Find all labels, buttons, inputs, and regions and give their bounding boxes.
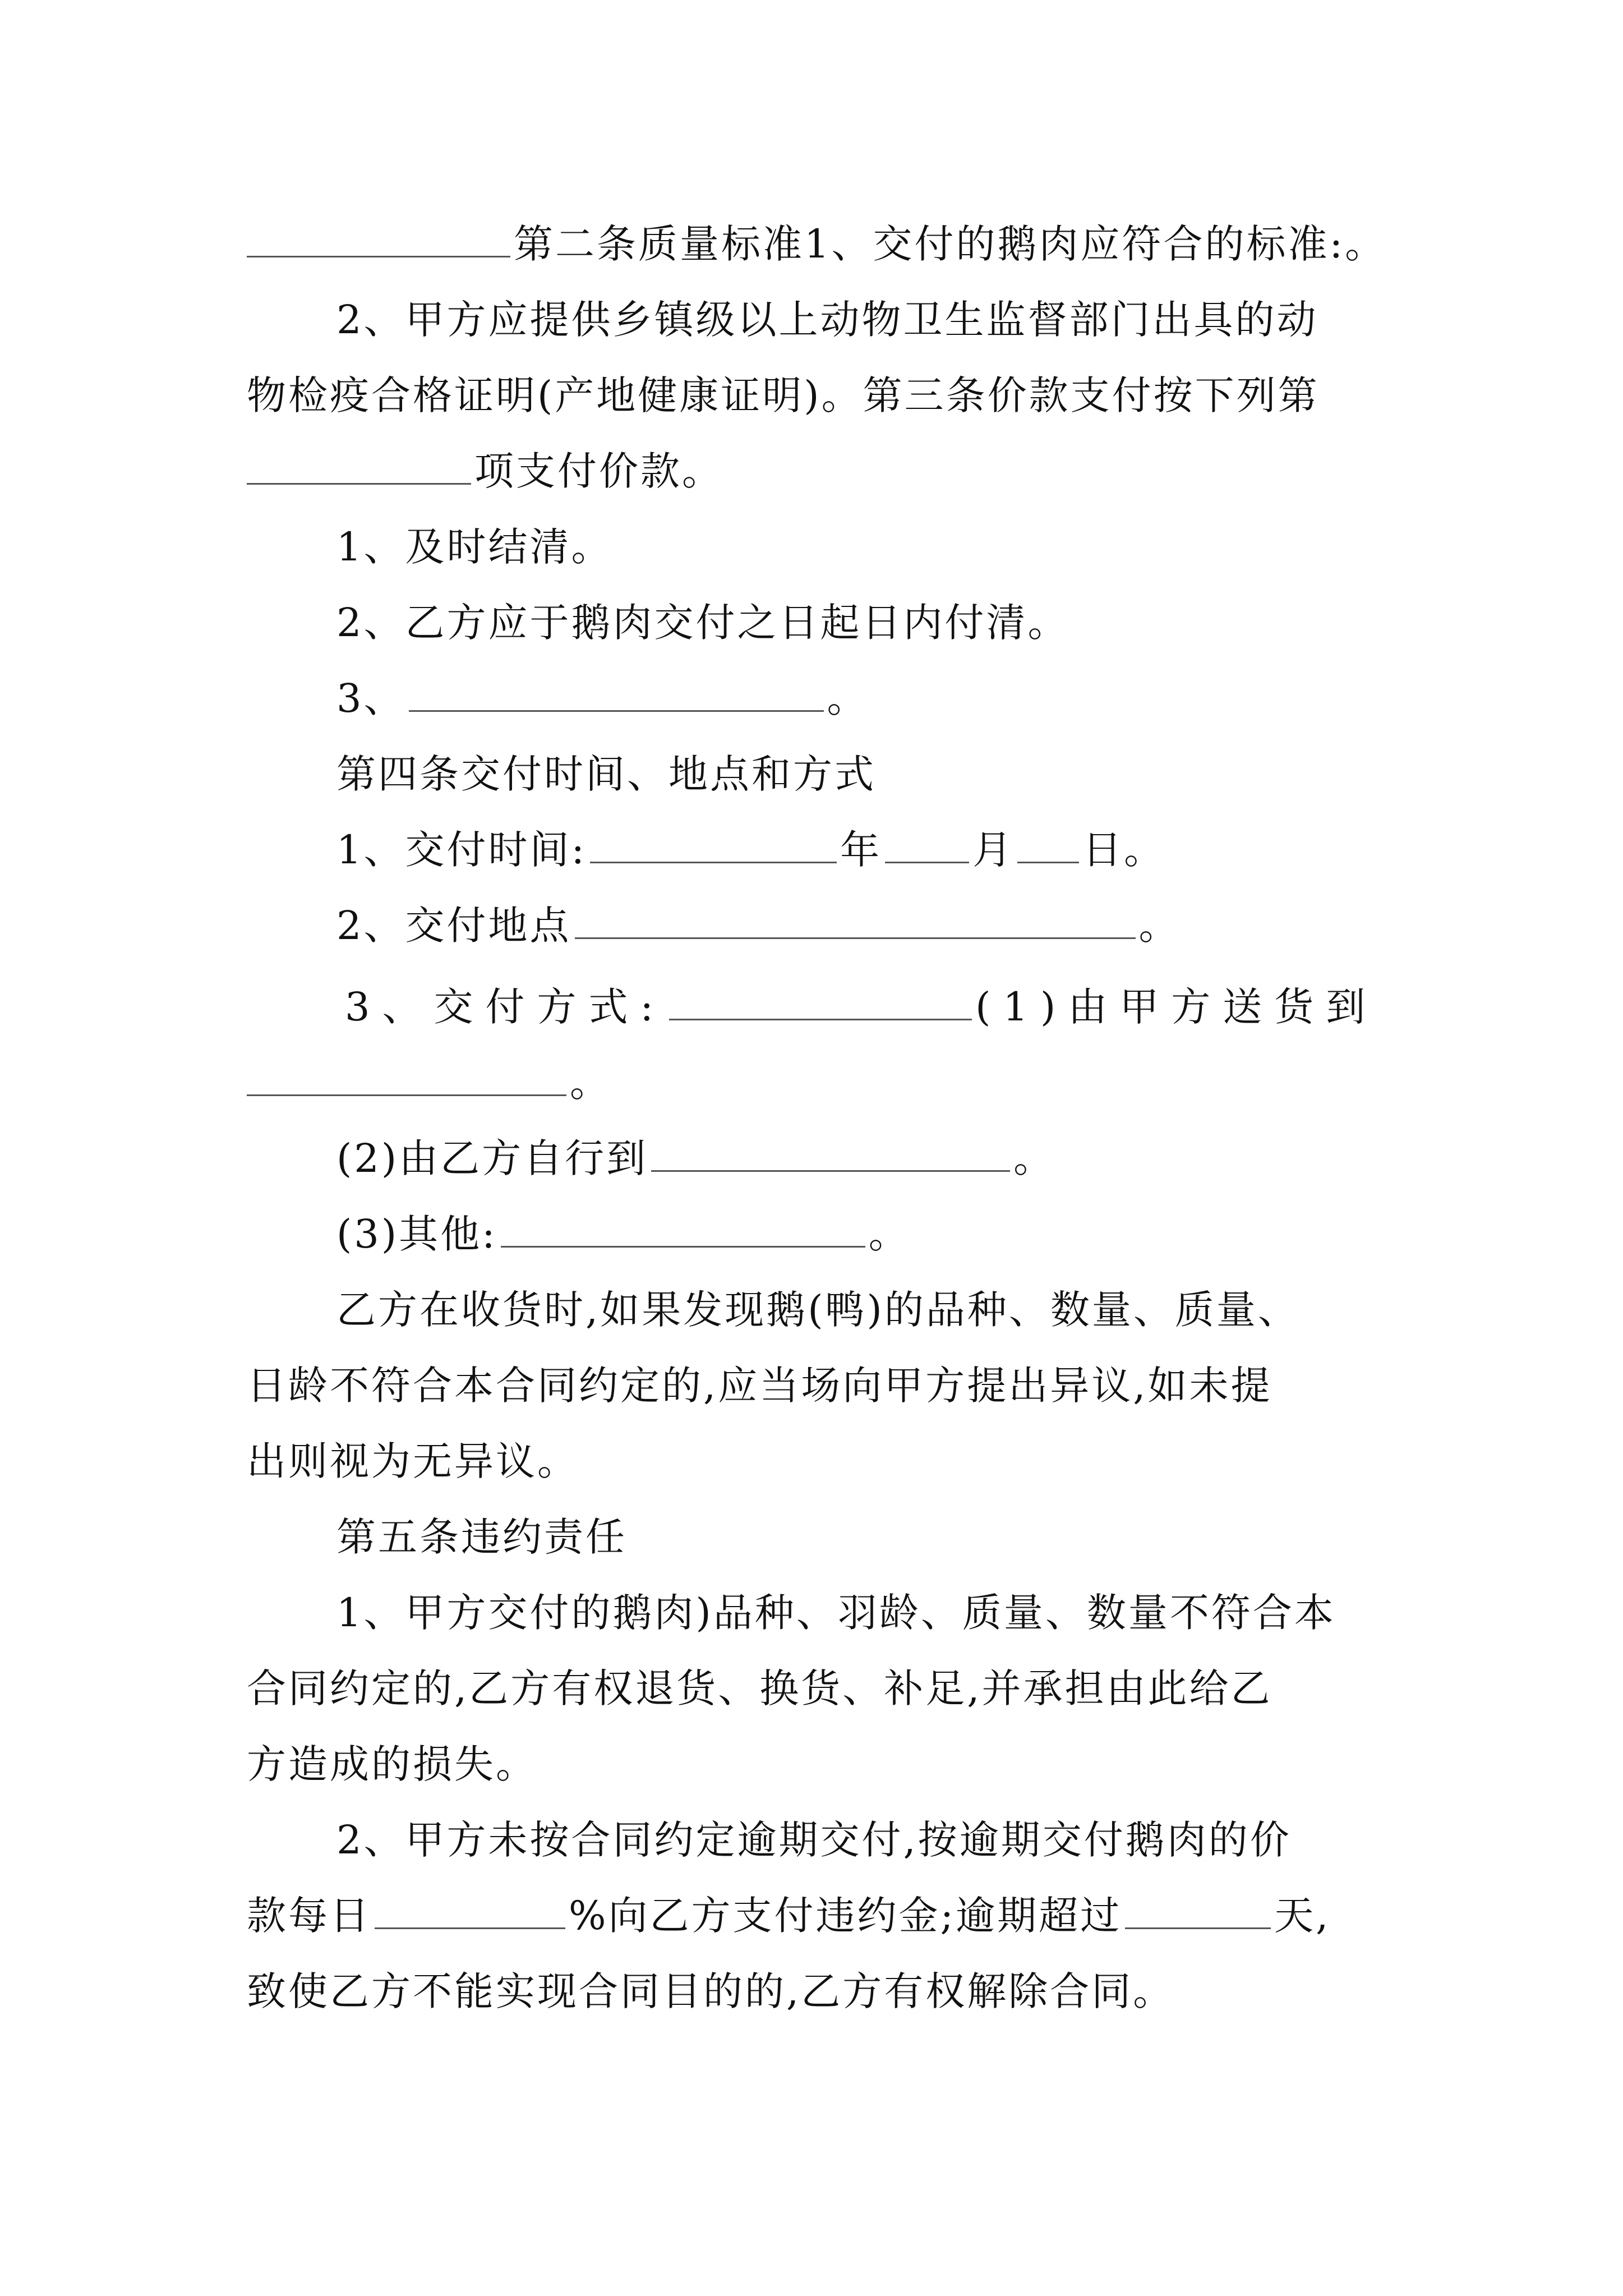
line-liability-2b: 款每日 %向乙方支付违约金;逾期超过 天, [247, 1893, 1331, 1939]
blank-month[interactable] [885, 831, 969, 863]
line-liability-1a: 1、甲方交付的鹅肉)品种、羽龄、质量、数量不符合本 [336, 1590, 1336, 1636]
line-liability-2a: 2、甲方未按合同约定逾期交付,按逾期交付鹅肉的价 [336, 1817, 1292, 1863]
blank-percent[interactable] [375, 1897, 565, 1929]
blank-field[interactable] [247, 226, 510, 257]
line-payment-option: 项支付价款。 [247, 452, 723, 491]
blank-field[interactable] [651, 1140, 1010, 1172]
line-settle-days: 2、乙方应于鹅肉交付之日起日内付清。 [336, 600, 1069, 646]
line-liability-1b: 合同约定的,乙方有权退货、换货、补足,并承担由此给乙 [247, 1665, 1272, 1711]
line-delivery-destination: 。 [247, 1063, 611, 1102]
line-inspection-2: 日龄不符合本合同约定的,应当场向甲方提出异议,如未提 [247, 1363, 1272, 1409]
line-delivery-time: 1、交付时间: 年 月 日。 [336, 827, 1166, 873]
line-inspection-3: 出则视为无异议。 [247, 1438, 579, 1484]
line-other-method: (3)其他: 。 [336, 1211, 910, 1257]
blank-field[interactable] [501, 1216, 865, 1248]
section-title-liability: 第五条违约责任 [336, 1514, 627, 1560]
line-delivery-place: 2、交付地点 。 [336, 903, 1181, 949]
blank-field[interactable] [669, 988, 972, 1020]
line-liability-1c: 方造成的损失。 [247, 1741, 537, 1787]
line-quarantine-cert: 2、甲方应提供乡镇级以上动物卫生监督部门出具的动 [336, 297, 1318, 343]
blank-field[interactable] [575, 907, 1136, 939]
blank-field[interactable] [247, 1064, 566, 1096]
line-quality-standard: 第二条质量标准1、交付的鹅肉应符合的标准:。 [247, 224, 1386, 264]
line-self-pickup: (2)由乙方自行到 。 [336, 1135, 1055, 1181]
line-inspection-1: 乙方在收货时,如果发现鹅(鸭)的品种、数量、质量、 [336, 1287, 1299, 1333]
line-payment-other: 3、 。 [336, 675, 869, 721]
blank-days[interactable] [1125, 1897, 1271, 1929]
blank-field[interactable] [409, 680, 824, 712]
blank-day[interactable] [1017, 831, 1079, 863]
section-title-delivery: 第四条交付时间、地点和方式 [336, 751, 876, 797]
line-settle-now: 1、及时结清。 [336, 524, 613, 570]
line-liability-2c: 致使乙方不能实现合同目的的,乙方有权解除合同。 [247, 1968, 1175, 2014]
line-payment-terms: 物检疫合格证明(产地健康证明)。第三条价款支付按下列第 [247, 372, 1320, 418]
blank-year[interactable] [590, 831, 837, 863]
line-delivery-method: 3、交付方式: (1)由甲方送货到 [345, 984, 1378, 1030]
blank-field[interactable] [247, 453, 471, 485]
